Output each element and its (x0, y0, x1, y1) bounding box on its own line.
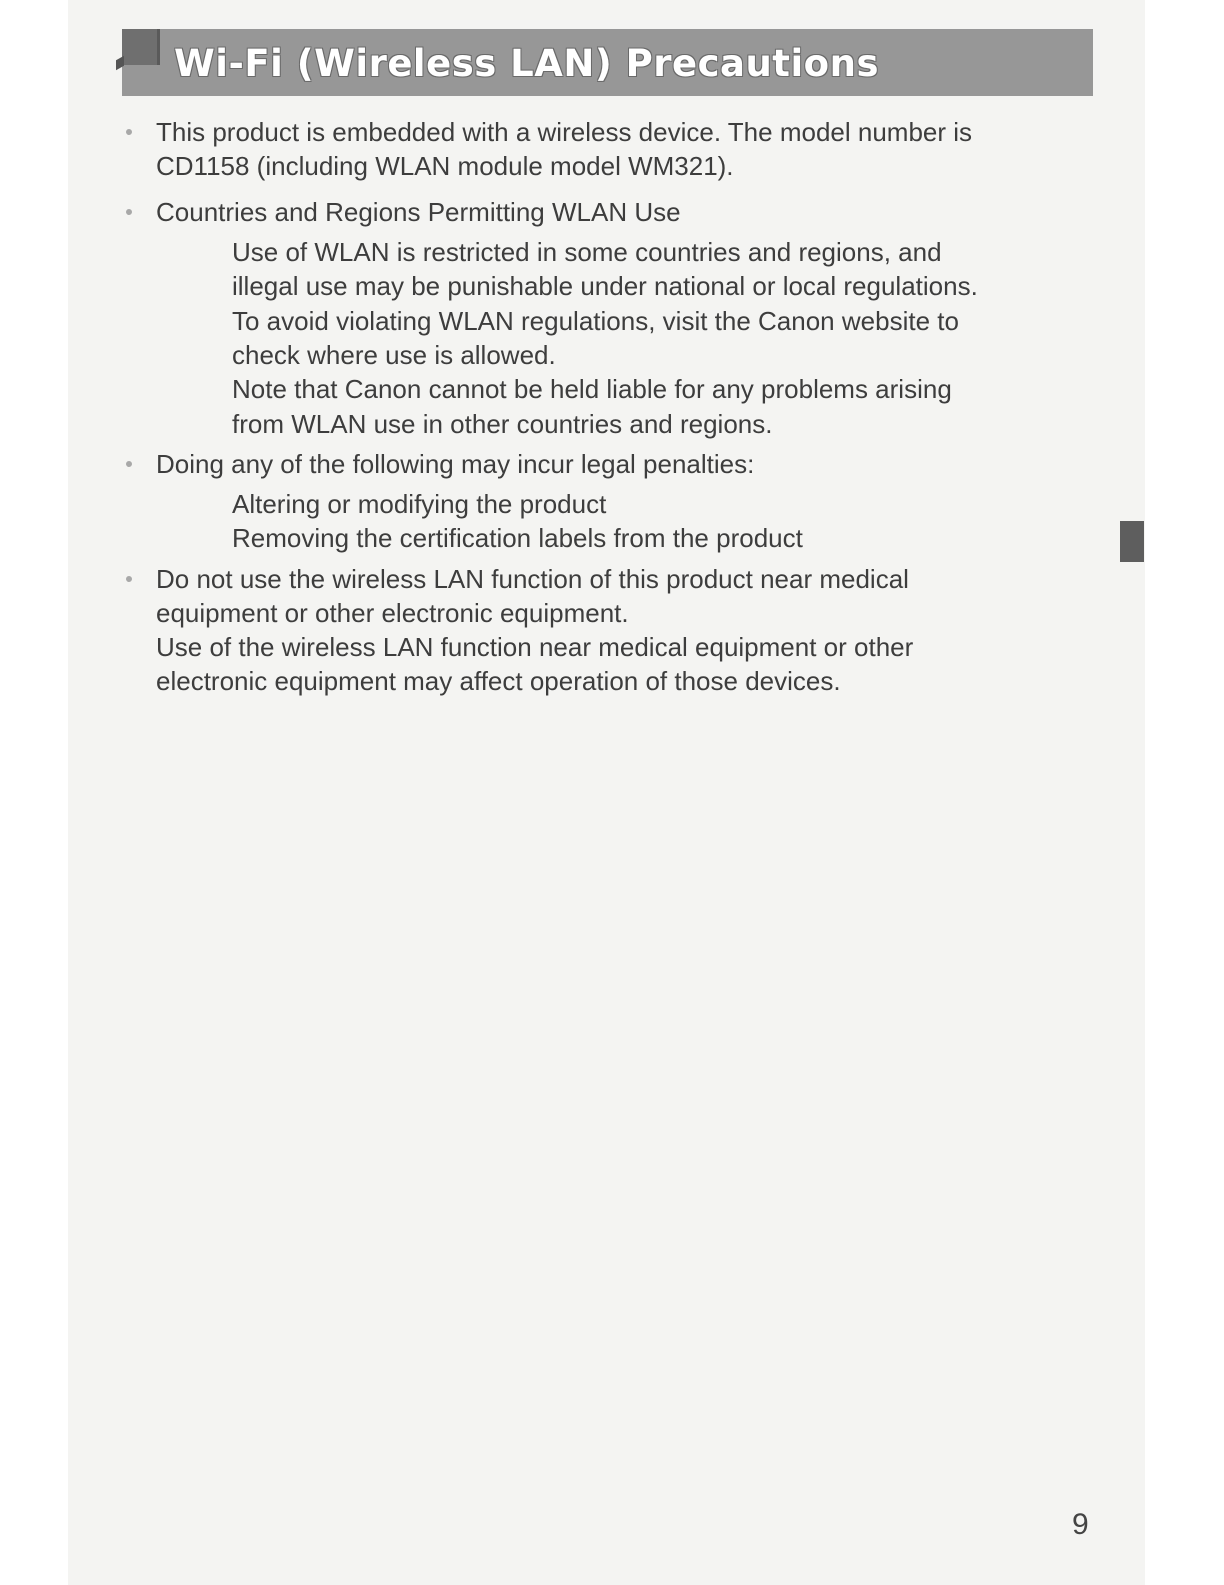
page-title: Wi-Fi (Wireless LAN) Precautions (174, 42, 879, 85)
scan-margin-right (1145, 0, 1224, 1585)
body-line: Countries and Regions Permitting WLAN Use (156, 197, 681, 227)
body-line: equipment or other electronic equipment. (156, 598, 629, 628)
indented-line: Note that Canon cannot be held liable for any problems arising (232, 374, 952, 404)
indented-line: check where use is allowed. (232, 340, 556, 370)
page-number: 9 (1072, 1508, 1089, 1541)
indented-line: Altering or modifying the product (232, 489, 607, 519)
bullet-dot (126, 461, 132, 467)
header-corner-edge (157, 29, 160, 65)
scan-margin-left (0, 0, 68, 1585)
body-line: electronic equipment may affect operation of those devices. (156, 666, 841, 696)
chapter-tab-marker (1120, 521, 1144, 562)
bullet-dot (126, 209, 132, 215)
indented-line: To avoid violating WLAN regulations, visit the Canon website to (232, 306, 959, 336)
body-line: Do not use the wireless LAN function of this product near medical (156, 564, 909, 594)
indented-line: Removing the certification labels from the product (232, 523, 803, 553)
indented-line: from WLAN use in other countries and regions. (232, 409, 773, 439)
body-line: Doing any of the following may incur legal penalties: (156, 449, 755, 479)
body-line: Use of the wireless LAN function near medical equipment or other (156, 632, 914, 662)
indented-line: illegal use may be punishable under national or local regulations. (232, 271, 978, 301)
body-line: CD1158 (including WLAN module model WM321). (156, 151, 734, 181)
header-corner-marker (122, 29, 160, 65)
bullet-dot (126, 129, 132, 135)
indented-line: Use of WLAN is restricted in some countries and regions, and (232, 237, 942, 267)
body-line: This product is embedded with a wireless device. The model number is (156, 117, 973, 147)
bullet-dot (126, 576, 132, 582)
